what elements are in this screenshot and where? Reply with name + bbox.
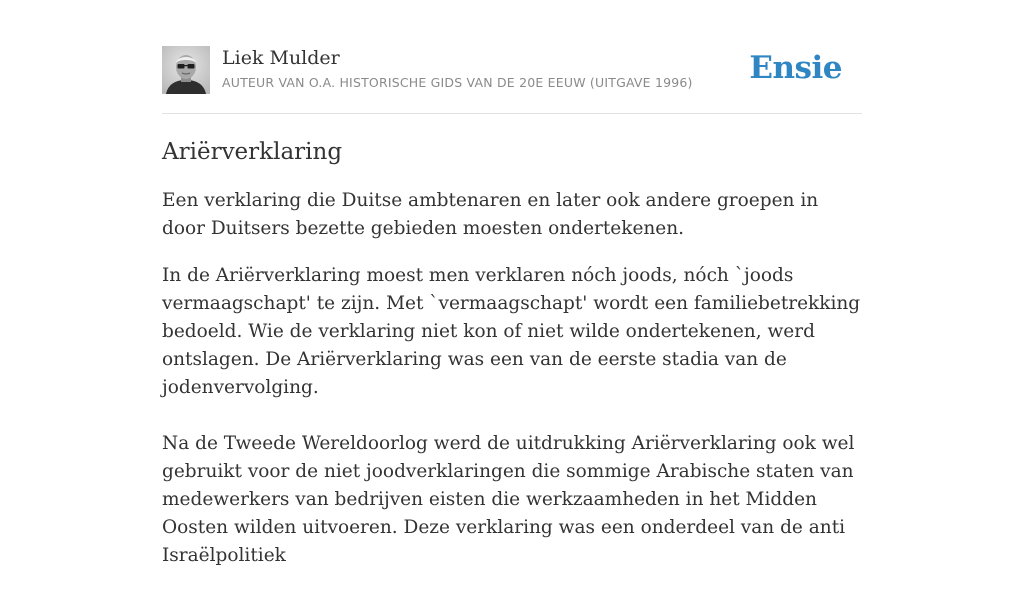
author-subtitle: AUTEUR VAN O.A. HISTORISCHE GIDS VAN DE 20E EEUW (UITGAVE 1996) [222, 75, 693, 90]
author-header [162, 46, 862, 96]
avatar-photo-icon [162, 46, 210, 94]
header-divider [162, 113, 862, 114]
ensie-logo[interactable]: Ensie [749, 50, 842, 86]
article-paragraph: Na de Tweede Wereldoorlog werd de uitdrukking Ariërverklaring ook wel gebruikt voor de niet joodverklaringen die sommige Arabische staten van medewerkers van bedrijven eisten die werkzaamheden in het Midden Oosten wilden uitvoeren. Deze verklaring was een onderdeel van de anti Israëlpolitiek [162, 433, 855, 566]
article-title: Ariërverklaring [162, 139, 343, 165]
article-paragraph: In de Ariërverklaring moest men verklaren nóch joods, nóch `joods vermaagschapt' te zijn. Met `vermaagschapt' wordt een familiebetrekking bedoeld. Wie de verklaring niet kon of niet wilde ondertekenen, werd ontslagen. De Ariërverklaring was een van de eerste stadia van de jodenvervolging. [162, 265, 861, 398]
article [162, 137, 862, 589]
author-avatar[interactable] [162, 46, 210, 94]
author-name[interactable]: Liek Mulder [222, 47, 340, 69]
article-paragraph: Een verklaring die Duitse ambtenaren en later ook andere groepen in door Duitsers bezette gebieden moesten ondertekenen. [162, 190, 819, 239]
